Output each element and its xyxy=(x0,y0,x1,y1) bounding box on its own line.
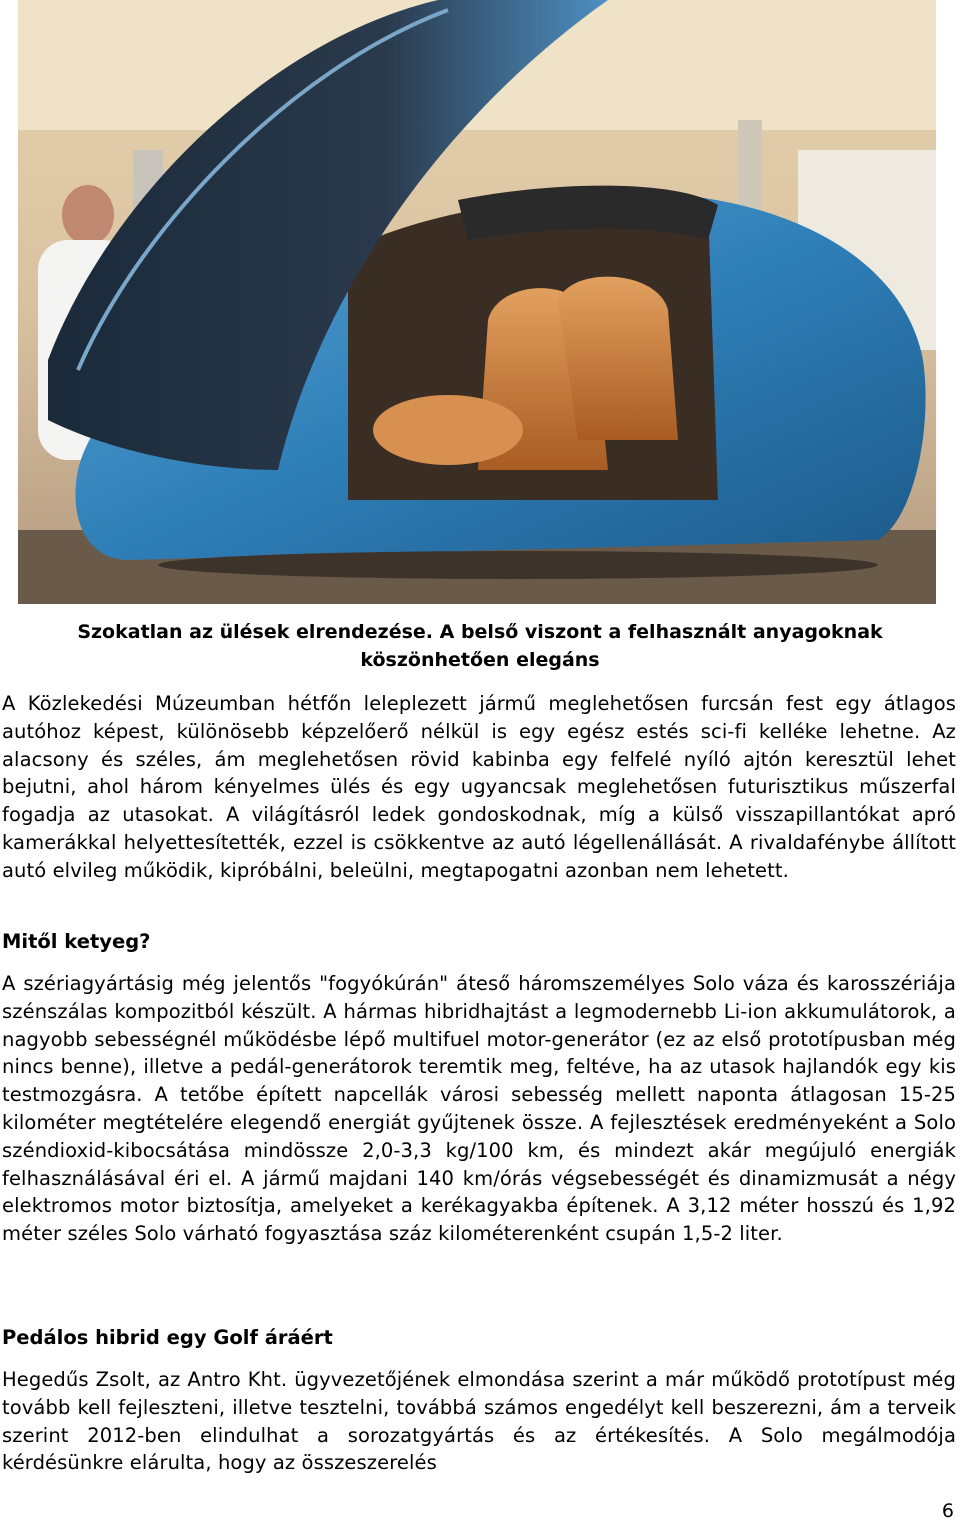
intro-paragraph: A Közlekedési Múzeumban hétfőn leleplezett jármű meglehetősen furcsán fest egy átlagos autóhoz képest, különösebb képzelőerő nélkül is egy egész estés sci-fi kelléke lehetne. Az alacsony és széles, ám meglehetősen rövid kabinba egy felfelé nyíló ajtón keresztül lehet bejutni, ahol három kényelmes ülés és egy ugyancsak meglehetősen futurisztikus műszerfal fogadja az utasokat. A világításról ledek gondoskodnak, míg a külső visszapillantókat apró kamerákkal helyettesítették, ezzel is csökkentve az autó légellenállását. A rivaldafénybe állított autó elvileg működik, kipróbálni, beleülni, megtapogatni azonban nem lehetett. xyxy=(2,692,956,882)
section-heading-mitol-ketyeg: Mitől ketyeg? xyxy=(2,930,151,953)
car-photo xyxy=(18,0,936,604)
photo-caption xyxy=(0,618,960,674)
drivetrain-paragraph: A szériagyártásig még jelentős "fogyókúrán" áteső háromszemélyes Solo váza és karosszériája szénszálas kompozitból készült. A hármas hibridhajtást a legmodernebb Li-ion akkumulátorok, a nagyobb sebességnél működésbe lépő multifuel motor-generátor (ez az első prototípusban még nincs benne), illetve a pedál-generátorok teremtik meg, feltéve, ha az utasok hajlandók egy kis testmozgásra. A tetőbe épített napcellák városi sebesség mellett naponta átlagosan 15-25 kilométer megtételére elegendő energiát gyűjtenek össze. A fejlesztések eredményeként a Solo széndioxid-kibocsátása mindössze 2,0-3,3 kg/100 km, és mindezt akár megújuló energiák felhasználásával éri el. A jármű majdani 140 km/órás végsebességét és dinamizmusát a négy elektromos motor biztosítja, amelyeket a kerékagyakba építenek. A 3,12 méter hosszú és 1,92 méter széles Solo várható fogyasztása száz kilométerenként csupán 1,5-2 liter. xyxy=(2,972,956,1246)
caption-line-1: Szokatlan az ülések elrendezése. A belső viszont a felhasznált anyagoknak xyxy=(77,621,883,643)
caption-line-2: köszönhetően elegáns xyxy=(360,649,600,671)
page-number: 6 xyxy=(941,1500,954,1522)
section-heading-pedalos-hibrid: Pedálos hibrid egy Golf áráért xyxy=(2,1326,333,1349)
production-paragraph: Hegedűs Zsolt, az Antro Kht. ügyvezetőjének elmondása szerint a már működő prototípust még tovább kell fejleszteni, illetve tesztelni, továbbá számos engedélyt kell beszerezni, ám a terveik szerint 2012-ben elindulhat a sorozatgyártás és az értékesítés. A Solo megálmodója kérdésünkre elárulta, hogy az összeszerelés xyxy=(2,1368,956,1475)
